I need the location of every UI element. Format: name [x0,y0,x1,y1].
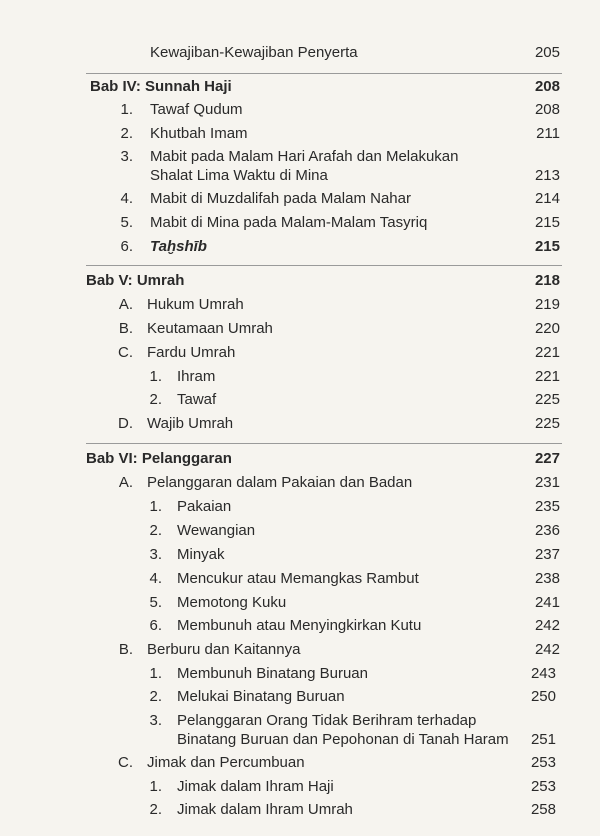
toc-entry-label: Mencukur atau Memangkas Rambut [177,570,419,587]
toc-entry-label: Khutbah Imam [150,125,248,142]
toc-entry-label: Mabit di Muzdalifah pada Malam Nahar [150,190,411,207]
toc-entry-label: Fardu Umrah [147,344,236,361]
entry-number: 4. [149,570,162,587]
toc-entry-label: Pelanggaran Orang Tidak Berihram terhadap [177,712,477,729]
toc-entry-label: Jimak dalam Ihram Umrah [177,801,353,818]
toc-entry-label: Jimak dalam Ihram Haji [177,778,334,795]
divider [86,265,562,266]
toc-entry-page: 241 [534,594,560,611]
toc-entry-page: 242 [534,617,560,634]
toc-entry-page: 235 [534,498,560,515]
entry-number: C. [118,344,133,361]
toc-entry-page: 251 [530,731,556,748]
toc-entry-label: Tawaf Qudum [150,101,243,118]
toc-entry-page: 221 [534,344,560,361]
entry-number: D. [118,415,133,432]
toc-entry-page: 214 [534,190,560,207]
toc-entry-page: 215 [534,214,560,231]
chapter-title: Bab VI: Pelanggaran [86,450,232,467]
toc-entry-page: 213 [534,167,560,184]
toc-entry-label: Pakaian [177,498,232,515]
divider [86,443,562,444]
toc-entry-label: Kewajiban-Kewajiban Penyerta [150,44,358,61]
toc-entry-page: 225 [534,415,560,432]
toc-entry-label: Membunuh Binatang Buruan [177,665,368,682]
entry-number: 2. [149,522,162,539]
divider [86,73,562,74]
toc-entry-page: 258 [530,801,556,818]
chapter-page: 227 [534,450,560,467]
toc-entry-page: 211 [536,125,560,142]
toc-entry-label: Berburu dan Kaitannya [147,641,301,658]
toc-entry-label: Mabit pada Malam Hari Arafah dan Melakukan [150,148,459,165]
entry-number: A. [118,296,133,313]
entry-number: 1. [149,665,162,682]
entry-number: 4. [120,190,133,207]
entry-number: 6. [149,617,162,634]
entry-number: 1. [120,101,133,118]
entry-number: C. [118,754,133,771]
toc-entry-page: 215 [534,238,560,255]
toc-entry-page: 220 [534,320,560,337]
entry-number: 1. [149,778,162,795]
toc-entry-label: Binatang Buruan dan Pepohonan di Tanah Haram [177,731,509,748]
chapter-title: Bab IV: Sunnah Haji [90,78,232,95]
chapter-title: Bab V: Umrah [86,272,185,289]
toc-entry-page: 250 [530,688,556,705]
entry-number: 5. [120,214,133,231]
toc-entry-label: Pelanggaran dalam Pakaian dan Badan [147,474,413,491]
toc-entry-page: 236 [534,522,560,539]
entry-number: A. [118,474,133,491]
toc-entry-label: Taḫshīb [150,238,207,255]
entry-number: 3. [149,546,162,563]
toc-entry-page: 243 [530,665,556,682]
toc-entry-label: Minyak [177,546,225,563]
toc-entry-label: Mabit di Mina pada Malam-Malam Tasyriq [150,214,428,231]
toc-entry-label: Wajib Umrah [147,415,234,432]
entry-number: 2. [120,125,133,142]
toc-entry-label: Wewangian [177,522,256,539]
toc-entry-label: Memotong Kuku [177,594,287,611]
entry-number: 2. [149,801,162,818]
toc-entry-page: 231 [534,474,560,491]
entry-number: 5. [149,594,162,611]
entry-number: B. [118,320,133,337]
toc-entry-page: 225 [534,391,560,408]
entry-number: 1. [149,498,162,515]
toc-entry-label: Melukai Binatang Buruan [177,688,345,705]
entry-number: 2. [149,688,162,705]
toc-entry-page: 205 [534,44,560,61]
entry-number: B. [118,641,133,658]
chapter-page: 218 [534,272,560,289]
entry-number: 3. [120,148,133,165]
toc-entry-page: 253 [530,778,556,795]
toc-entry-label: Ihram [177,368,216,385]
toc-entry-page: 237 [534,546,560,563]
toc-entry-label: Tawaf [177,391,217,408]
toc-entry-page: 221 [534,368,560,385]
entry-number: 2. [149,391,162,408]
chapter-page: 208 [534,78,560,95]
entry-number: 3. [149,712,162,729]
toc-entry-page: 208 [534,101,560,118]
toc-entry-label: Jimak dan Percumbuan [147,754,305,771]
toc-entry-page: 238 [534,570,560,587]
entry-number: 1. [149,368,162,385]
toc-entry-page: 253 [530,754,556,771]
toc-entry-label: Shalat Lima Waktu di Mina [150,167,328,184]
toc-entry-label: Keutamaan Umrah [147,320,273,337]
toc-entry-page: 242 [534,641,560,658]
toc-entry-label: Hukum Umrah [147,296,244,313]
toc-entry-page: 219 [534,296,560,313]
entry-number: 6. [120,238,133,255]
toc-entry-label: Membunuh atau Menyingkirkan Kutu [177,617,422,634]
